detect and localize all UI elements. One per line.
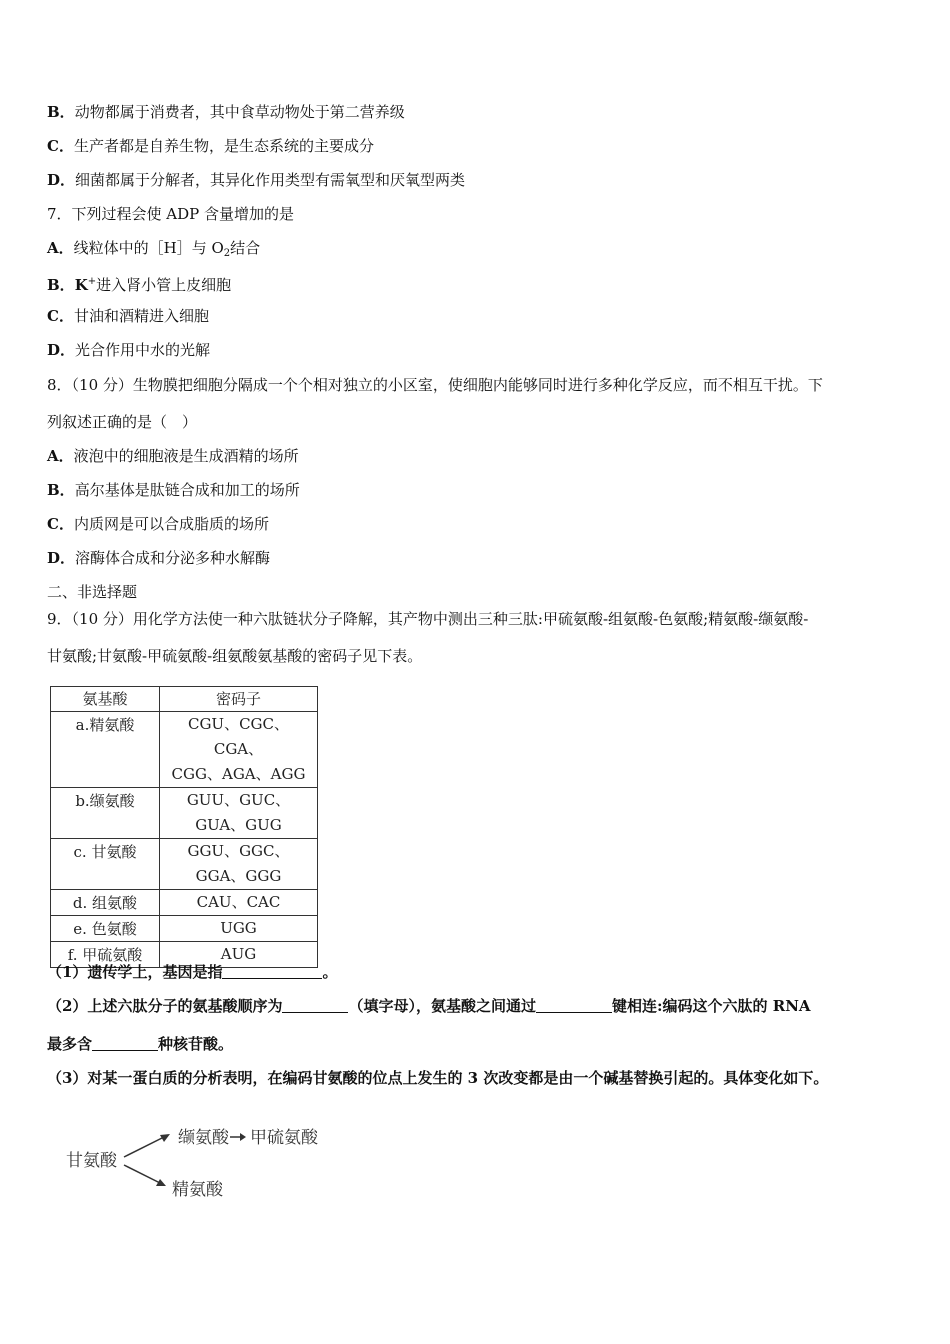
- q7-option-b: [47, 272, 231, 295]
- codon-cell: [160, 712, 318, 788]
- codon-cell: CAU、CAC: [160, 890, 318, 916]
- codon-line: CGU、CGC、CGA、: [187, 715, 290, 758]
- q6-option-d: [47, 170, 465, 190]
- subscript: 2: [223, 248, 231, 259]
- q8-option-d: [47, 548, 270, 568]
- table-row: [51, 916, 318, 942]
- arrow-upper: [124, 1135, 168, 1157]
- option-letter: C．: [47, 307, 74, 325]
- option-letter: C．: [47, 515, 74, 533]
- sub2-text: 键相连:编码这个六肽的 RNA: [611, 997, 811, 1015]
- q9-sub2: [47, 996, 811, 1016]
- option-text: 生产者都是自养生物，是生态系统的主要成分: [73, 137, 374, 155]
- q8-option-c: [47, 514, 269, 534]
- option-text: 溶酶体合成和分泌多种水解酶: [75, 549, 271, 567]
- sub1-text: （1）遗传学上，基因是指: [47, 963, 223, 981]
- diagram-source-label: 甘氨酸: [66, 1151, 117, 1171]
- codon-line: CGG、AGA、AGG: [171, 765, 306, 783]
- codon-line: GUU、GUC、: [186, 791, 291, 809]
- table-row: [51, 788, 318, 839]
- q8-option-a: [47, 446, 299, 466]
- table-header-amino-acid: 氨基酸: [51, 687, 160, 712]
- table-row: [51, 712, 318, 788]
- section-title: 二、非选择题: [47, 583, 138, 601]
- q9-sub1: [47, 962, 337, 982]
- q9-stem-line1: 9．（10 分）用化学方法使一种六肽链状分子降解，其产物中测出三种三肽:甲硫氨酸-组氨酸-色氨酸;精氨酸-缬氨酸-: [47, 610, 809, 628]
- option-letter: D．: [47, 171, 76, 189]
- option-letter: A．: [47, 447, 74, 465]
- option-letter: D．: [47, 549, 76, 567]
- q7-option-a: [47, 238, 260, 264]
- superscript: +: [87, 276, 97, 287]
- table-header-row: [51, 687, 318, 712]
- diagram-lower-label: 精氨酸: [172, 1180, 223, 1200]
- answer-blank[interactable]: [282, 998, 348, 1013]
- codon-line: GGA、GGG: [195, 867, 282, 885]
- q8-option-b: [47, 480, 300, 500]
- q8-stem-line1: 8．（10 分）生物膜把细胞分隔成一个个相对独立的小区室，使细胞内能够同时进行多种化学反应，而不相互干扰。下: [47, 376, 823, 394]
- codon-table: [50, 686, 318, 968]
- option-text: 细菌都属于分解者，其异化作用类型有需氧型和厌氧型两类: [75, 171, 466, 189]
- amino-acid-cell: a.精氨酸: [51, 712, 160, 788]
- option-text: 结合: [230, 239, 261, 257]
- codon-cell: [160, 788, 318, 839]
- table-row: [51, 890, 318, 916]
- table-row: [51, 839, 318, 890]
- arrow-lower: [124, 1165, 164, 1185]
- answer-blank[interactable]: [222, 964, 322, 979]
- option-text: 动物都属于消费者，其中食草动物处于第二营养级: [74, 103, 405, 121]
- sub2-text: 种核苷酸。: [158, 1035, 234, 1053]
- amino-acid-cell: b.缬氨酸: [51, 788, 160, 839]
- option-text: K: [74, 276, 88, 294]
- diagram-upper-next-label: 甲硫氨酸: [250, 1128, 318, 1148]
- option-letter: A．: [47, 239, 74, 257]
- q7-stem: 7．下列过程会使 ADP 含量增加的是: [47, 205, 295, 223]
- sub2-text: 最多含: [47, 1035, 93, 1053]
- sub2-text: （填字母），氨基酸之间通过: [348, 997, 536, 1015]
- codon-line: GGU、GGC、: [187, 842, 290, 860]
- amino-acid-cell: f. 甲硫氨酸: [51, 942, 160, 968]
- q9-sub2-line2: [47, 1034, 233, 1054]
- answer-blank[interactable]: [536, 998, 612, 1013]
- option-text: 高尔基体是肽链合成和加工的场所: [74, 481, 300, 499]
- option-text: 液泡中的细胞液是生成酒精的场所: [73, 447, 299, 465]
- option-letter: D．: [47, 341, 76, 359]
- q9-stem-line2: 甘氨酸;甘氨酸-甲硫氨酸-组氨酸氨基酸的密码子见下表。: [47, 647, 423, 665]
- codon-cell: UGG: [160, 916, 318, 942]
- table-header-codon: 密码子: [160, 687, 318, 712]
- mutation-diagram: [60, 1115, 360, 1215]
- answer-blank[interactable]: [92, 1036, 158, 1051]
- option-letter: B．: [47, 481, 75, 499]
- arrow-middle-head: [240, 1133, 246, 1141]
- q8-stem-line2: 列叙述正确的是（ ）: [47, 413, 198, 431]
- q6-option-b: [47, 102, 405, 122]
- option-letter: B．: [47, 276, 75, 294]
- q9-sub3: （3）对某一蛋白质的分析表明，在编码甘氨酸的位点上发生的 3 次改变都是由一个碱基替换引起的。具体变化如下。: [47, 1069, 829, 1087]
- q6-option-c: [47, 136, 374, 156]
- option-text: 线粒体中的［H］与 O: [73, 239, 224, 257]
- codon-line: GUA、GUG: [195, 816, 282, 834]
- amino-acid-cell: e. 色氨酸: [51, 916, 160, 942]
- sub1-end: 。: [322, 963, 338, 981]
- option-text: 甘油和酒精进入细胞: [73, 307, 209, 325]
- option-text: 内质网是可以合成脂质的场所: [73, 515, 269, 533]
- codon-cell: [160, 839, 318, 890]
- option-text: 进入肾小管上皮细胞: [96, 276, 232, 294]
- q7-option-d: [47, 340, 210, 360]
- q7-option-c: [47, 306, 209, 326]
- codon-cell: AUG: [160, 942, 318, 968]
- sub2-text: （2）上述六肽分子的氨基酸顺序为: [47, 997, 283, 1015]
- option-text: 光合作用中水的光解: [75, 341, 211, 359]
- amino-acid-cell: c. 甘氨酸: [51, 839, 160, 890]
- diagram-upper-label: 缬氨酸: [178, 1128, 229, 1148]
- option-letter: B．: [47, 103, 75, 121]
- option-letter: C．: [47, 137, 74, 155]
- amino-acid-cell: d. 组氨酸: [51, 890, 160, 916]
